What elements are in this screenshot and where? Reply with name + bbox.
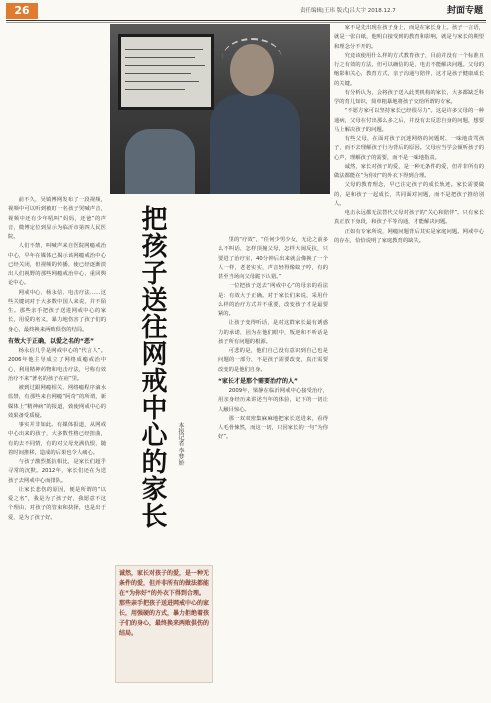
paragraph: 让家长悲伤的原因，便是所谓的“以爱之名”，我是为了孩子好，我愿意不这个理由，对孩子的管束和抉择，也是出于爱，是为了孩子好。 xyxy=(8,486,106,521)
eeg-monitor xyxy=(118,34,214,110)
paragraph: 究竟该使用什么样的方式教育孩子，目前并没有一个标准且行之有效的方法，但可以确信的是，电击不能解决问题。父母的缩影和关心，教育方式，亲子沟通与陪伴，这才是孩子健康成长的关键。 xyxy=(334,52,484,87)
article-photo xyxy=(110,24,330,194)
header-rule-thin xyxy=(6,22,486,23)
technician-figure xyxy=(125,129,195,194)
header-rule xyxy=(6,20,486,21)
electrode-wires xyxy=(222,38,282,80)
paragraph: 电击永远都无法替代父母对孩子的“关心和陪伴”。只有家长真正放下身段，和孩子平等沟通，才能解决问题。 xyxy=(334,210,484,226)
page-header xyxy=(0,0,491,20)
paragraph: 里的“疗效”，“任何少男少女，无论之前多么不叫话，怎样顶撞父母，怎样大闹反抗，只要进了治疗室，40分钟后出来就会像换了一个人一样，老老实实，声音轻得像蚊子哼，有的甚至当场向父母跪下认错。” xyxy=(218,237,328,280)
paragraph: 有些父母，在面对孩子沉迷网络的问题时，一味地责骂孩子，而不去理解孩子行为背后的原因。父母应当学会倾听孩子的心声，理解孩子的需要，而不是一味地指责。 xyxy=(334,136,484,161)
paragraph: 可悲的是，他们自己没有意识到自己也是问题的一部分，不是孩子需要改变，真正需要改变的是他们自身。 xyxy=(218,348,328,373)
paragraph: 杨永信几乎是网戒中心的“代言人”。2006年他主导成立了网络成瘾戒治中心，利用精神药物和电击疗法，号称有效治疗不来”著名的孩子在症”里。 xyxy=(8,348,106,382)
text-column-1 xyxy=(8,196,106,523)
subheading: 有效大于正确，以爱之名的“恶” xyxy=(8,337,94,345)
paragraph: 诚然，家长对孩子的爱，是一种无条件的爱，但并非所有的做法都能在“为你好”的外衣下得到合理。 xyxy=(334,163,484,179)
paragraph: 有分析认为，会将孩子送入此类机构的家长，大多都缺乏科学的育儿知识，简单粗暴地将孩子交给所谓的专家。 xyxy=(334,89,484,105)
article-title: 把孩子送往网戒中心的家长 xyxy=(137,205,167,529)
paragraph: 人们不禁，叫喊声来自医院网瘾戒治中心，早年在媒体已揭示该网瘾戒治中心已经关闭，但视频的传播，使已经逐渐淡出人们视野的那些网瘾戒治中心，重回舆论中心。 xyxy=(8,243,106,287)
byline: 本报记者 李梦娇 xyxy=(177,422,184,466)
paragraph: “不愿方家可以坚持家长已经很尽力”。这是许多父母的一种通病，父母在付出那么多之后，并没有去反思自身的问题，想要马上解决孩子的问题。 xyxy=(334,108,484,133)
section-title: 封面专题 xyxy=(446,6,483,16)
pull-quote: 诚然，家长对孩子的爱，是一种无条件的爱，但并非所有的做法都能在“为你好”的外衣下得到合理。那些亲手把孩子送进网戒中心的家长，用强硬的方式，暴力拒绝着孩子们的身心，最终换来两败俱伤的结局。 xyxy=(115,565,213,683)
paragraph: 家不是先出现在孩子身上，而是在家长身上。孩子一言语，就是一张白纸，他明白接受到的教育和影响，就是与家长的期望和理念分不开的。 xyxy=(334,25,484,50)
text-column-3 xyxy=(334,24,484,246)
paragraph: 让孩子变得听话，是对这群家长最有诱惑力的承诺，因为在他们眼中，叛逆和不听话是孩子所有问题的根源。 xyxy=(218,320,328,345)
paragraph: 与孩子激烈抵抗相比，是家长们超乎寻常的沉默。2012年，家长们还在为送孩子去网戒中心而排队。 xyxy=(8,459,106,484)
paragraph: 一位把孩子送去“网戒中心”的母亲的看法是：有效大于正确。对于家长们来说，采用什么样的治疗方式并不重要，改变孩子才是最要紧的。 xyxy=(218,283,328,317)
patient-figure xyxy=(210,94,300,194)
paragraph: 网戒中心、杨永信、电击疗法……这些关键词对于大多数中国人来说，并不陌生。那些亲手把孩子送进网戒中心的家长，用爱的名义，暴力地伤害了孩子们的身心，最终换来两败俱伤的结局。 xyxy=(8,289,106,333)
paragraph: 正如有专家所说，网瘾问题背后其实是家庭问题。网戒中心的存在，恰恰说明了家庭教育的缺失。 xyxy=(334,228,484,244)
paragraph: 那一双双密集麻麻地把家长送进来，看得人毛骨悚然，而这一切，只因家长的一句“为你好”。 xyxy=(218,415,328,441)
paragraph: 2009年，梁静在临沂网戒中心接受治疗，用亲身经历来讲述当年的体验，记下的一切让人触目惊心。 xyxy=(218,388,328,413)
page-number: 26 xyxy=(6,3,38,19)
editor-info: 责任编辑|王玮 版式|吕大宇 2018.12.7 xyxy=(300,8,396,14)
paragraph: 被到过跟网瘾相关、网络瘾程序滴水监禁，有那些来自网瘾“阿奇”的所谓，新媒体上“精神病”的报道，致使网戒中心的效果备受质疑。 xyxy=(8,385,106,419)
paragraph: 前不久，吴镇博网发布了一段视频，视频中可以听到被盯一名孩子哭喊声音，视频中还有少年吼叫“妈妈，还爸”的声音，微博定位到显示为临沂市第四人民医院。 xyxy=(8,197,106,240)
text-column-2 xyxy=(218,236,328,443)
paragraph: 父母的教育理念，早已注定孩子的成长轨迹。家长需要做的，是和孩子一起成长，共同面对问题，而不是把孩子推给别人。 xyxy=(334,182,484,207)
paragraph: 事实并非如此。有媒体报道，从网戒中心出来的孩子，大多数性格已经扭曲，有的去不同情，有的对父母充满仇恨，随着时间推移，造成的后果也令人痛心。 xyxy=(8,422,106,456)
subheading: “家长才是那个需要治疗的人” xyxy=(218,377,298,385)
